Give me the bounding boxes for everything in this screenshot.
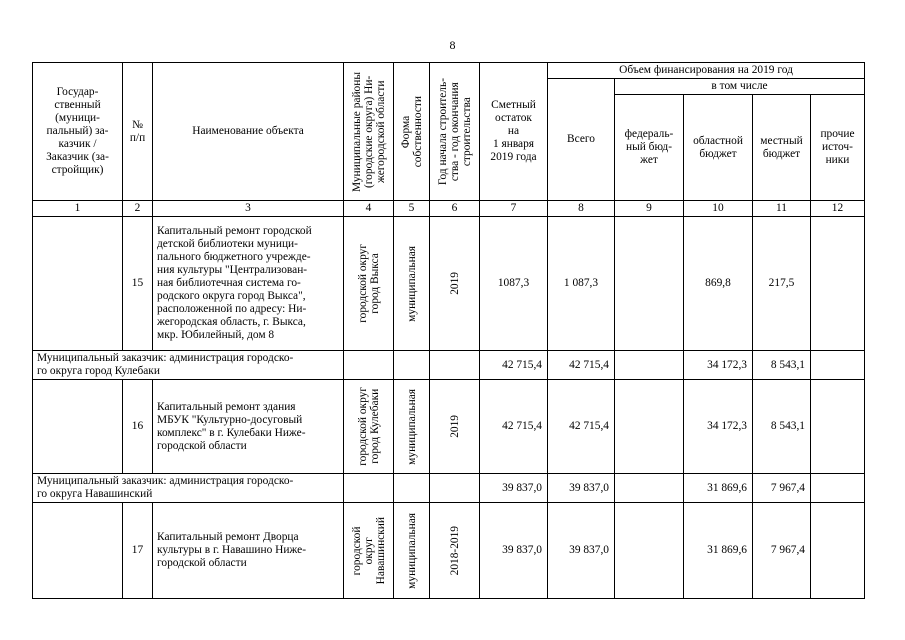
- district-cell: [344, 474, 394, 503]
- row-number: 16: [123, 380, 153, 474]
- regional-cell: 34 172,3: [684, 380, 753, 474]
- estimate-cell: 42 715,4: [480, 351, 548, 380]
- column-number: 5: [394, 201, 430, 217]
- other-cell: [811, 217, 865, 351]
- customer-title: Муниципальный заказчик: администрация городско- го округа город Кулебаки: [33, 351, 344, 380]
- header-customer: Государ- ственный (муници- пальный) за- казчик / Заказчик (за- стройщик): [33, 63, 123, 201]
- table-row: [33, 503, 865, 599]
- column-number: 1: [33, 201, 123, 217]
- column-number: 10: [684, 201, 753, 217]
- ownership-cell: [394, 474, 430, 503]
- total-cell: 39 837,0: [548, 503, 615, 599]
- header-funding-volume: Объем финансирования на 2019 год: [548, 63, 865, 79]
- regional-cell: 869,8: [684, 217, 753, 351]
- column-number: 7: [480, 201, 548, 217]
- other-cell: [811, 503, 865, 599]
- header-total: Всего: [548, 79, 615, 201]
- header-district: Муниципальные районы (городские округа) Ни- жегородской области: [344, 63, 394, 201]
- local-cell: 7 967,4: [753, 474, 811, 503]
- column-number: 6: [430, 201, 480, 217]
- financing-table: [32, 62, 865, 599]
- district-cell: городской округ Навашинский: [344, 503, 394, 599]
- other-cell: [811, 474, 865, 503]
- ownership-cell: муниципальная: [394, 217, 430, 351]
- page-number: 8: [449, 38, 456, 52]
- ownership-cell: [394, 351, 430, 380]
- district-cell: [344, 351, 394, 380]
- customer-cell: [33, 380, 123, 474]
- years-cell: 2019: [430, 380, 480, 474]
- header-estimate-balance: Сметный остаток на 1 января 2019 года: [480, 63, 548, 201]
- regional-cell: 34 172,3: [684, 351, 753, 380]
- district-cell: городской округ город Выкса: [344, 217, 394, 351]
- total-cell: 42 715,4: [548, 380, 615, 474]
- table-row: [33, 380, 865, 474]
- header-number: № п/п: [123, 63, 153, 201]
- local-cell: 217,5: [753, 217, 811, 351]
- years-cell: [430, 351, 480, 380]
- row-number: 15: [123, 217, 153, 351]
- local-cell: 8 543,1: [753, 380, 811, 474]
- table-row: [33, 217, 865, 351]
- ownership-cell: муниципальная: [394, 503, 430, 599]
- column-number: 2: [123, 201, 153, 217]
- column-number: 8: [548, 201, 615, 217]
- federal-cell: [615, 351, 684, 380]
- estimate-cell: 39 837,0: [480, 474, 548, 503]
- years-cell: 2018-2019: [430, 503, 480, 599]
- column-number: 12: [811, 201, 865, 217]
- total-cell: 42 715,4: [548, 351, 615, 380]
- local-cell: 7 967,4: [753, 503, 811, 599]
- column-number: 3: [153, 201, 344, 217]
- column-number: 11: [753, 201, 811, 217]
- federal-cell: [615, 380, 684, 474]
- years-cell: [430, 474, 480, 503]
- column-number: 4: [344, 201, 394, 217]
- header-including: в том числе: [615, 79, 865, 95]
- header-local: местный бюджет: [753, 95, 811, 201]
- header-object-name: Наименование объекта: [153, 63, 344, 201]
- years-cell: 2019: [430, 217, 480, 351]
- district-cell: городской округ город Кулебаки: [344, 380, 394, 474]
- other-cell: [811, 380, 865, 474]
- header-regional: областной бюджет: [684, 95, 753, 201]
- total-cell: 1 087,3: [548, 217, 615, 351]
- other-cell: [811, 351, 865, 380]
- header-other: прочие источ- ники: [811, 95, 865, 201]
- header-ownership: Форма собственности: [394, 63, 430, 201]
- customer-row: [33, 351, 865, 380]
- regional-cell: 31 869,6: [684, 474, 753, 503]
- column-numbers-row: [33, 201, 865, 217]
- header-federal: федераль- ный бюд- жет: [615, 95, 684, 201]
- federal-cell: [615, 217, 684, 351]
- regional-cell: 31 869,6: [684, 503, 753, 599]
- federal-cell: [615, 503, 684, 599]
- customer-cell: [33, 217, 123, 351]
- header-years: Год начала строитель- ства - год окончания строительства: [430, 63, 480, 201]
- ownership-cell: муниципальная: [394, 380, 430, 474]
- federal-cell: [615, 474, 684, 503]
- column-number: 9: [615, 201, 684, 217]
- object-name: Капитальный ремонт Дворца культуры в г. Навашино Ниже- городской области: [153, 503, 344, 599]
- estimate-cell: 1087,3: [480, 217, 548, 351]
- customer-title: Муниципальный заказчик: администрация городско- го округа Навашинский: [33, 474, 344, 503]
- object-name: Капитальный ремонт здания МБУК "Культурно-досуговый комплекс" в г. Кулебаки Ниже- городской области: [153, 380, 344, 474]
- estimate-cell: 42 715,4: [480, 380, 548, 474]
- customer-row: [33, 474, 865, 503]
- local-cell: 8 543,1: [753, 351, 811, 380]
- customer-cell: [33, 503, 123, 599]
- object-name: Капитальный ремонт городской детской библиотеки муници- пального бюджетного учрежде- ния культуры "Централизован- ная библиотечная система го- родского округа город Выкса", расположенной по адресу: Ни- жегородская область, г. Выкса, мкр. Юбилейный, дом 8: [153, 217, 344, 351]
- total-cell: 39 837,0: [548, 474, 615, 503]
- estimate-cell: 39 837,0: [480, 503, 548, 599]
- row-number: 17: [123, 503, 153, 599]
